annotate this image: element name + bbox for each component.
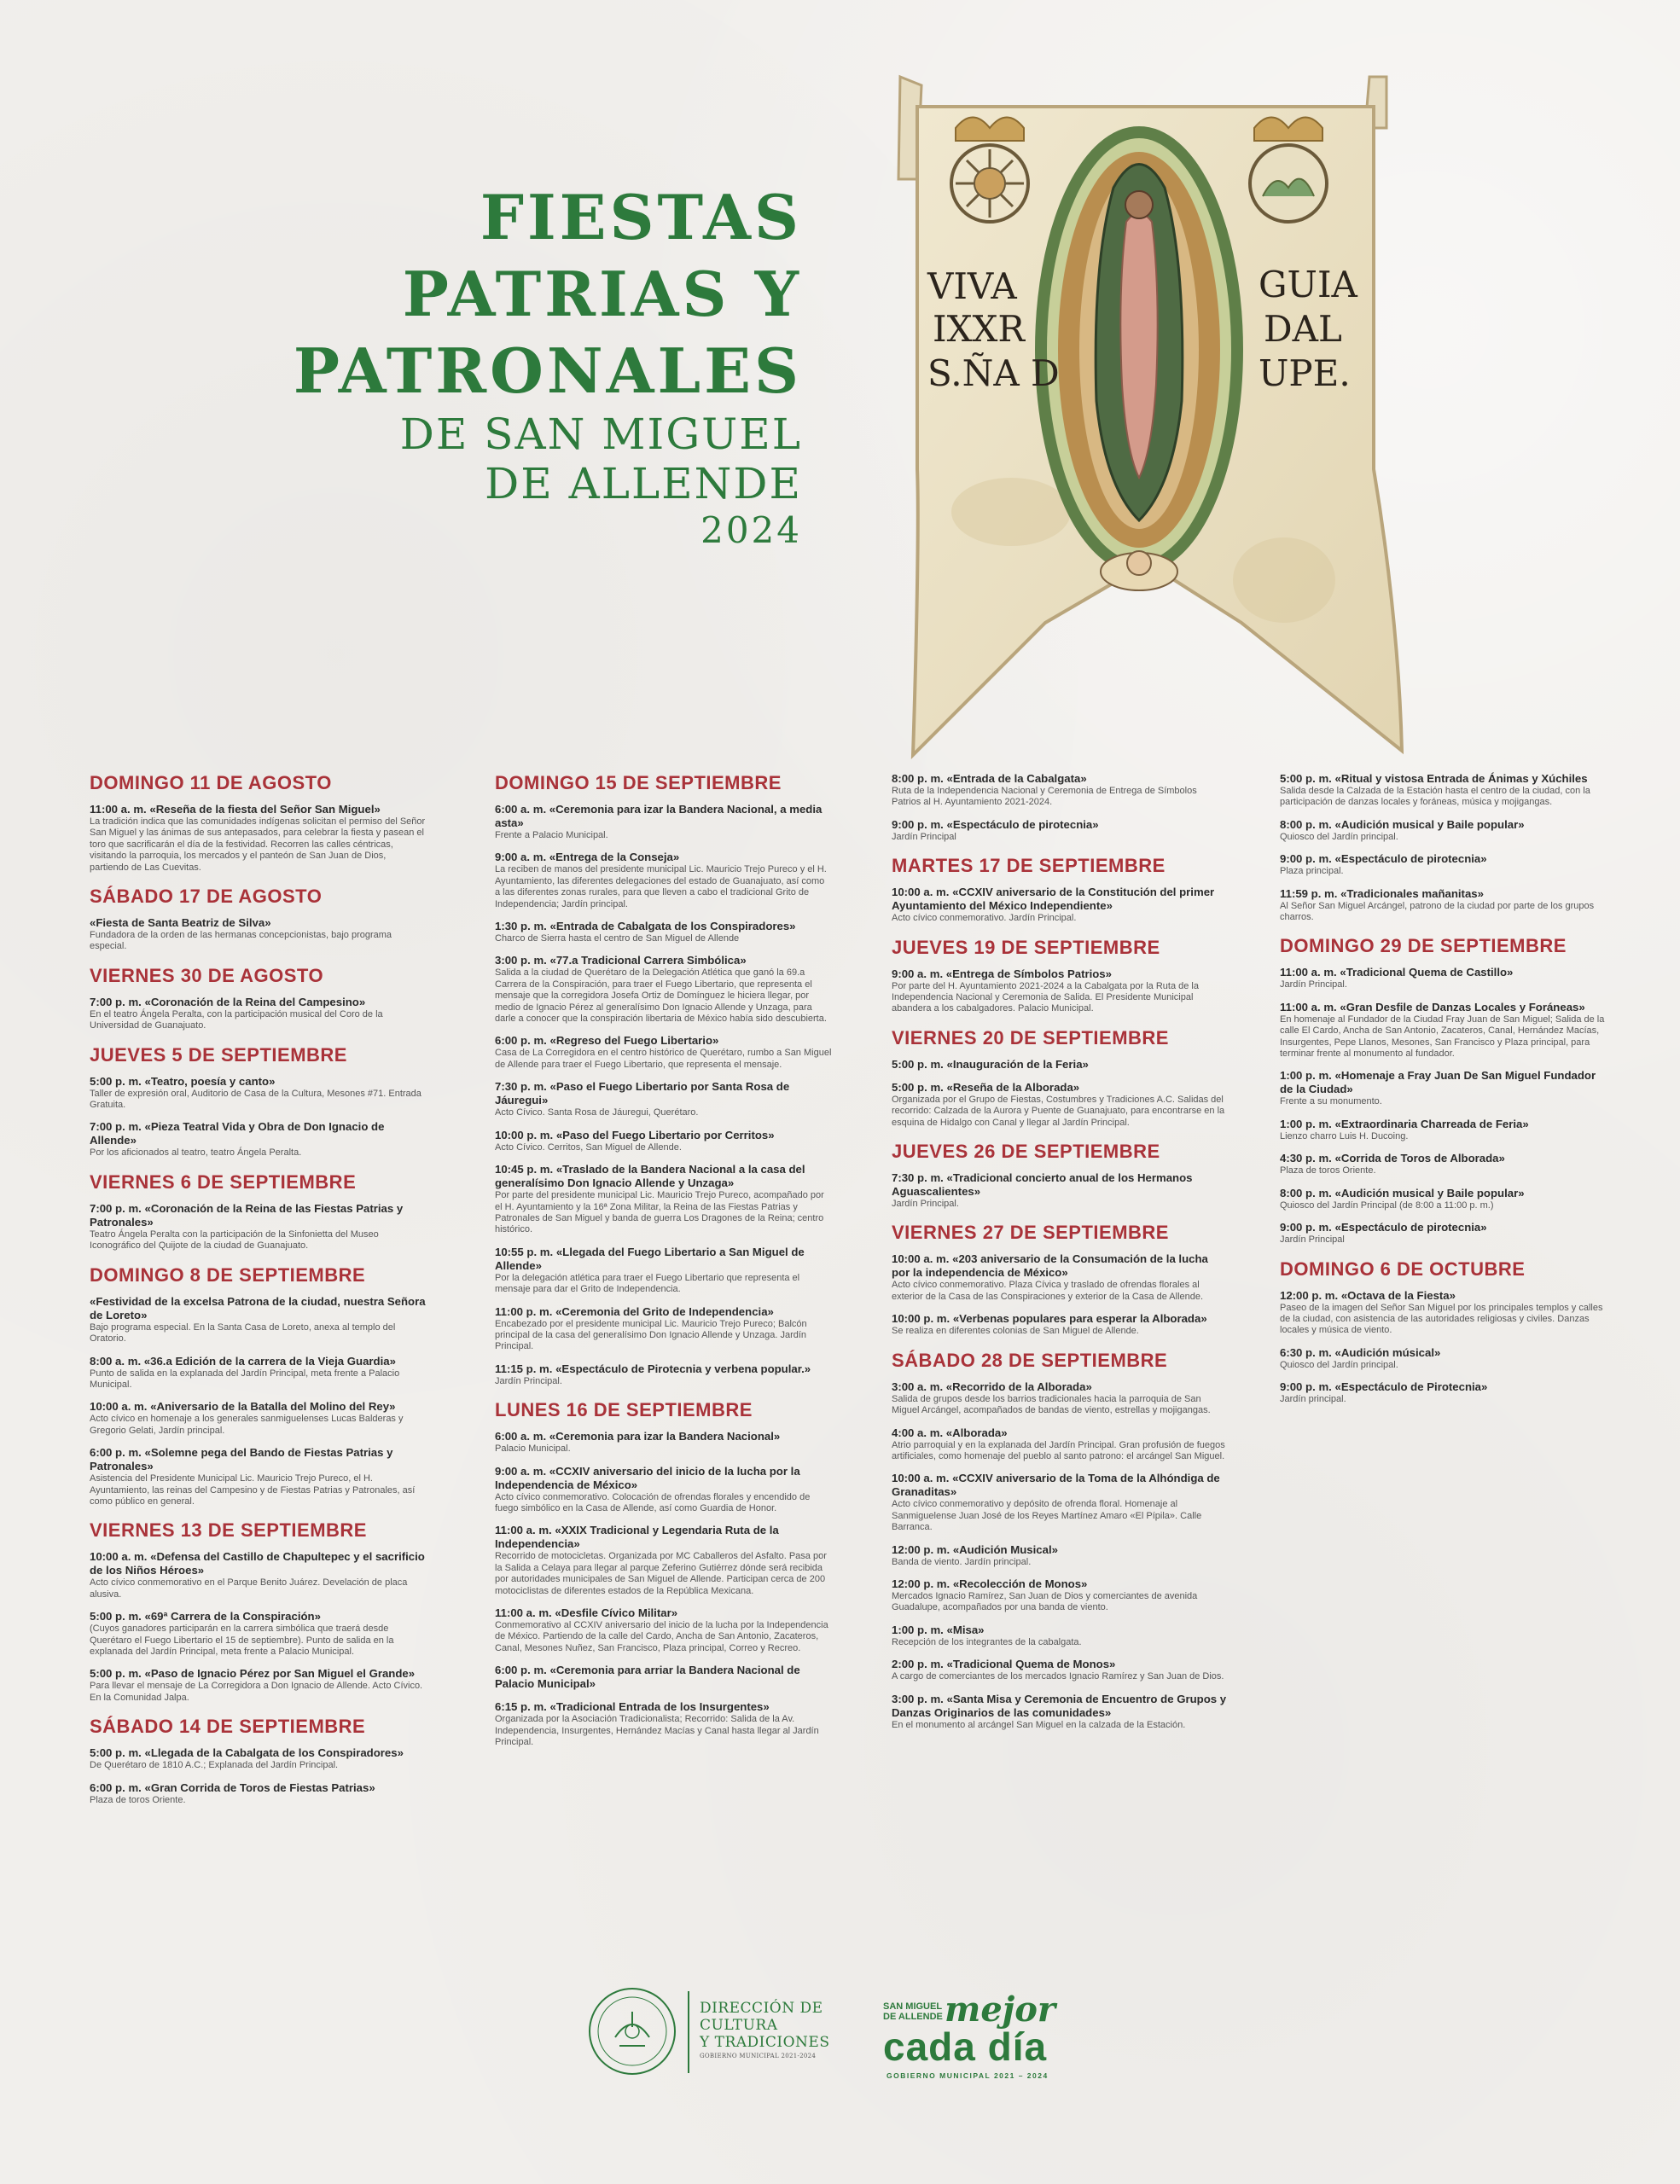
event-description: Acto Cívico. Cerritos, San Miguel de Allende.: [495, 1141, 682, 1153]
event-item: [495, 1246, 832, 1296]
event-title: 10:00 a. m. «Defensa del Castillo de Chapultepec y el sacrificio de los Niños Héroes»: [90, 1550, 425, 1577]
event-title: 7:00 p. m. «Coronación de la Reina de las Fiestas Patrias y Patronales»: [90, 1201, 404, 1228]
event-description: (Cuyos ganadores participarán en la carrera simbólica que traerá desde Querétaro el Fuego Libertario el 15 de septiembre). Punto de salida en la explanada del Jardín Principal, meta frente a Palacio Municipal.: [90, 1623, 394, 1657]
event-title: 3:00 a. m. «Recorrido de la Alborada»: [892, 1380, 1092, 1393]
event-item: [495, 1524, 832, 1597]
event-item: [892, 1472, 1229, 1533]
event-item: [495, 954, 832, 1025]
event-title: 10:55 p. m. «Llegada del Fuego Libertario a San Miguel de Allende»: [495, 1245, 805, 1272]
event-item: [495, 1465, 832, 1515]
event-item: [892, 1543, 1229, 1568]
event-item: [495, 1700, 832, 1748]
subtitle-line-2: DE ALLENDE: [485, 459, 802, 508]
banner-text-left-3: S.ÑA D: [927, 352, 1060, 394]
event-title: 7:00 p. m. «Pieza Teatral Vida y Obra de Don Ignacio de Allende»: [90, 1120, 385, 1147]
event-item: [1280, 887, 1608, 924]
title-line-2: PATRIAS Y: [402, 258, 802, 330]
event-title: 1:00 p. m. «Misa»: [892, 1623, 985, 1636]
event-title: 10:45 p. m. «Traslado de la Bandera Nacional a la casa del generalísimo Don Ignacio Allende y Unzaga»: [495, 1163, 805, 1190]
event-title: 6:00 a. m. «Ceremonia para izar la Bandera Nacional, a media asta»: [495, 803, 823, 829]
event-title: 12:00 p. m. «Recolección de Monos»: [892, 1577, 1088, 1590]
event-title: 5:00 p. m. «Llegada de la Cabalgata de los Conspiradores»: [90, 1746, 404, 1760]
day-heading: VIERNES 30 DE AGOSTO: [90, 964, 324, 986]
event-item: [892, 1623, 1229, 1648]
event-item: [892, 1252, 1229, 1303]
event-item: [892, 967, 1229, 1015]
event-title: 11:15 p. m. «Espectáculo de Pirotecnia y verbena popular.»: [495, 1362, 811, 1375]
event-item: [495, 1664, 832, 1691]
event-item: [1280, 1187, 1608, 1211]
event-item: [892, 1312, 1229, 1337]
event-title: 5:00 p. m. «Paso de Ignacio Pérez por San Miguel el Grande»: [90, 1667, 416, 1681]
title-line-1: FIESTAS: [480, 181, 802, 253]
event-item: [892, 1171, 1229, 1210]
event-description: Fundadora de la orden de las hermanas concepcionistas, bajo programa especial.: [90, 930, 392, 952]
day-heading: DOMINGO 11 DE AGOSTO: [90, 772, 332, 793]
event-description: Organizada por la Asociación Tradicionalista; Recorrido: Salida de la Av. Independencia, Insurgentes, Hernández Macías y Canal hasta llegar al Jardín Principal.: [495, 1714, 819, 1748]
event-title: «Festividad de la excelsa Patrona de la ciudad, nuestra Señora de Loreto»: [90, 1294, 426, 1321]
event-description: Quiosco del Jardín Principal (de 8:00 a 11:00 p. m.): [1280, 1199, 1494, 1211]
banner-text-left-1: VIVA: [927, 265, 1017, 307]
event-item: [90, 1295, 427, 1345]
banner-text-right-3: UPE.: [1259, 352, 1351, 394]
banner-text-left-2: IXXR: [933, 308, 1026, 350]
event-description: Jardín Principal.: [495, 1375, 562, 1386]
event-description: Recorrido de motocicletas. Organizada por MC Caballeros del Asfalto. Pasa por la Salida a Celaya para llegar al parque Zeferino Gutiérrez dónde será recibida por autoridades municipales de San Miguel de Allende. Participan cerca de 200 motociclistas de diferentes estados de la República Mexicana.: [495, 1551, 827, 1596]
event-description: En el teatro Ángela Peralta, con la participación musical del Coro de la Universidad de Guanajuato.: [90, 1008, 383, 1031]
event-title: 5:00 p. m. «69ª Carrera de la Conspiración»: [90, 1610, 321, 1623]
event-item: [1280, 1221, 1608, 1246]
mejor-cada-dia-logo: [883, 1989, 1079, 2082]
event-description: Salida de grupos desde los barrios tradicionales hacia la parroquia de San Miguel Arcángel, acompañados de bandas de viento, estrellas y mojigangas.: [892, 1393, 1211, 1416]
event-description: Paseo de la imagen del Señor San Miguel por los principales templos y calles de la ciudad, con asistencia de las autoridades religiosas y civiles. Danzas locales y música de viento.: [1280, 1302, 1603, 1336]
day-heading: SÁBADO 17 DE AGOSTO: [90, 886, 323, 908]
event-description: Mercados Ignacio Ramírez, San Juan de Dios y comerciantes de avenida Guadalupe, acompañados por una banda de viento.: [892, 1590, 1198, 1613]
event-title: 9:00 p. m. «Espectáculo de pirotecnia»: [1280, 1221, 1487, 1234]
event-title: 10:00 p. m. «Paso del Fuego Libertario por Cerritos»: [495, 1128, 775, 1141]
event-item: [90, 916, 427, 953]
event-description: Bajo programa especial. En la Santa Casa de Loreto, anexa al templo del Oratorio.: [90, 1321, 396, 1345]
event-item: [90, 1355, 427, 1391]
event-item: [1280, 1001, 1608, 1060]
event-item: [1280, 852, 1608, 877]
event-title: 2:00 p. m. «Tradicional Quema de Monos»: [892, 1658, 1116, 1671]
event-description: Plaza de toros Oriente.: [90, 1794, 186, 1805]
event-description: Recepción de los integrantes de la cabalgata.: [892, 1636, 1082, 1647]
event-title: 8:00 p. m. «Audición musical y Baile popular»: [1280, 817, 1525, 831]
event-title: 9:00 p. m. «Espectáculo de pirotecnia»: [1280, 852, 1487, 866]
day-heading: VIERNES 27 DE SEPTIEMBRE: [892, 1222, 1169, 1244]
event-title: 7:30 p. m. «Tradicional concierto anual de los Hermanos Aguascalientes»: [892, 1171, 1193, 1199]
day-heading: JUEVES 5 DE SEPTIEMBRE: [90, 1043, 347, 1066]
subtitle-line-1: DE SAN MIGUEL: [399, 410, 802, 459]
event-description: Acto cívico conmemorativo en el Parque Benito Juárez. Develación de placa alusiva.: [90, 1577, 408, 1600]
cultura-logo: [587, 1986, 834, 2080]
event-item: [892, 1577, 1229, 1614]
event-item: [90, 1120, 427, 1159]
event-title: 11:00 a. m. «XXIX Tradicional y Legendaria Ruta de la Independencia»: [495, 1524, 779, 1551]
event-description: Quiosco del Jardín principal.: [1280, 831, 1398, 842]
event-description: Jardín Principal.: [892, 1199, 959, 1210]
event-title: 11:00 a. m. «Gran Desfile de Danzas Locales y Foráneas»: [1280, 1000, 1585, 1014]
event-item: [90, 1075, 427, 1112]
event-description: Para llevar el mensaje de La Corregidora a Don Ignacio de Allende. Acto Cívico. En la Comunidad Jalpa.: [90, 1681, 423, 1703]
event-title: 6:00 p. m. «Gran Corrida de Toros de Fiestas Patrias»: [90, 1780, 375, 1794]
event-title: 4:00 a. m. «Alborada»: [892, 1426, 1008, 1439]
event-title: 10:00 a. m. «203 aniversario de la Consumación de la lucha por la independencia de México»: [892, 1252, 1208, 1280]
event-item: [495, 920, 832, 944]
event-item: [90, 1610, 427, 1658]
day-heading: SÁBADO 14 DE SEPTIEMBRE: [90, 1716, 366, 1738]
event-description: Banda de viento. Jardín principal.: [892, 1556, 1032, 1567]
event-item: [495, 1129, 832, 1153]
day-heading: JUEVES 26 DE SEPTIEMBRE: [892, 1141, 1160, 1163]
day-heading: LUNES 16 DE SEPTIEMBRE: [495, 1399, 753, 1421]
event-item: [892, 886, 1229, 924]
event-item: [1280, 1069, 1608, 1107]
event-description: De Querétaro de 1810 A.C.; Explanada del Jardín Principal.: [90, 1760, 339, 1771]
event-description: Quiosco del Jardín principal.: [1280, 1359, 1398, 1370]
day-heading: DOMINGO 29 DE SEPTIEMBRE: [1280, 935, 1567, 957]
schedule-column-2: [495, 772, 832, 1757]
event-title: 10:00 a. m. «Aniversario de la Batalla del Molino del Rey»: [90, 1400, 396, 1414]
event-title: 7:00 p. m. «Coronación de la Reina del Campesino»: [90, 995, 366, 1008]
event-item: [495, 1080, 832, 1118]
event-description: En el monumento al arcángel San Miguel en la calzada de la Estación.: [892, 1719, 1186, 1730]
event-description: Frente a Palacio Municipal.: [495, 830, 608, 840]
event-title: 9:00 p. m. «Espectáculo de pirotecnia»: [892, 817, 1099, 831]
event-title: 11:59 p. m. «Tradicionales mañanitas»: [1280, 886, 1484, 900]
event-description: Jardín principal.: [1280, 1394, 1346, 1405]
event-item: [495, 851, 832, 910]
event-description: La tradición indica que las comunidades indígenas solicitan el permiso del Señor San Miguel y las ánimas de sus antepasados, para celebrar la fiesta y pasean el toro que sacrificarán el día de la festividad. Recorren las calles céntricas, visitando la parroquia, los mercados y el panteón de San Juan de Dios, partiendo de Las Cuevitas.: [90, 816, 426, 873]
event-title: 10:00 p. m. «Verbenas populares para esperar la Alborada»: [892, 1312, 1207, 1326]
banner-text-right-2: DAL: [1264, 308, 1342, 350]
event-item: [892, 1058, 1229, 1072]
department-name: [700, 2000, 829, 2061]
footer-divider: [688, 1991, 689, 2073]
brand-city-line-1: SAN MIGUEL: [883, 2001, 943, 2012]
event-item: [90, 1781, 427, 1806]
schedule-column-1: [90, 772, 427, 1815]
title-line-3: PATRONALES: [293, 334, 802, 407]
event-item: [495, 803, 832, 841]
event-description: Acto cívico en homenaje a los generales sanmiguelenses Lucas Balderas y Gregorio Gelati, Jardín principal.: [90, 1414, 404, 1436]
event-item: [1280, 1118, 1608, 1142]
event-description: Organizada por el Grupo de Fiestas, Costumbres y Tradiciones A.C. Salidas del recorrido: Calzada de la Aurora y Puente de Guanajuato, para encontrarse en la esquina de Hidalgo con Canal y llegar al Jardín Principal.: [892, 1094, 1225, 1128]
event-title: 6:00 p. m. «Ceremonia para arriar la Bandera Nacional de Palacio Municipal»: [495, 1664, 800, 1691]
event-description: Conmemorativo al CCXIV aniversario del inicio de la lucha por la Independencia de México. Partiendo de la calle del Cardo, Ancha de San Antonio, Zacateros, Canal, Mesones Nuñez, San Francisco, Plaza principal, Correo y Recreo.: [495, 1620, 828, 1653]
brand-city: [883, 2001, 943, 2022]
event-item: [90, 1446, 427, 1507]
event-item: [1280, 1289, 1608, 1337]
event-item: [90, 1202, 427, 1252]
event-description: Por parte del H. Ayuntamiento 2021-2024 a la Cabalgata por la Ruta de la Independencia Nacional y Ceremonia de Salida. El Presidente Municipal abandera a los cabalgadores. Palacio Municipal.: [892, 980, 1199, 1014]
event-item: [495, 1362, 832, 1387]
event-title: 12:00 p. m. «Audición Musical»: [892, 1542, 1058, 1556]
event-description: A cargo de comerciantes de los mercados Ignacio Ramírez y San Juan de Dios.: [892, 1671, 1224, 1682]
event-item: [892, 1380, 1229, 1417]
event-title: 1:30 p. m. «Entrada de Cabalgata de los Conspiradores»: [495, 920, 796, 933]
event-title: 11:00 a. m. «Desfile Cívico Militar»: [495, 1606, 678, 1619]
event-item: [495, 1430, 832, 1455]
day-heading: DOMINGO 15 DE SEPTIEMBRE: [495, 772, 782, 793]
day-heading: SÁBADO 28 DE SEPTIEMBRE: [892, 1349, 1168, 1371]
day-heading: VIERNES 13 DE SEPTIEMBRE: [90, 1519, 367, 1542]
event-title: 9:00 a. m. «Entrega de la Conseja»: [495, 851, 680, 864]
event-item: [1280, 1152, 1608, 1176]
event-item: [892, 1693, 1229, 1731]
event-title: 8:00 a. m. «36.a Edición de la carrera de la Vieja Guardia»: [90, 1354, 396, 1368]
event-item: [90, 1746, 427, 1771]
event-title: 5:00 p. m. «Ritual y vistosa Entrada de Ánimas y Xúchiles: [1280, 772, 1588, 785]
day-heading: DOMINGO 8 DE SEPTIEMBRE: [90, 1263, 366, 1286]
event-title: 4:30 p. m. «Corrida de Toros de Alborada»: [1280, 1152, 1505, 1165]
event-description: Jardín Principal: [892, 831, 956, 842]
event-title: 5:00 p. m. «Reseña de la Alborada»: [892, 1080, 1080, 1094]
event-description: Taller de expresión oral, Auditorio de Casa de la Cultura, Mesones #71. Entrada Gratuita.: [90, 1088, 421, 1111]
event-item: [892, 1658, 1229, 1682]
event-item: [1280, 772, 1608, 809]
event-item: [892, 818, 1229, 843]
event-item: [892, 772, 1229, 809]
schedule-column-4: [1280, 772, 1608, 1415]
banner-text-right-1: GUIA: [1259, 264, 1357, 305]
event-title: 9:00 p. m. «Espectáculo de Pirotecnia»: [1280, 1380, 1488, 1394]
event-item: [1280, 1380, 1608, 1405]
event-description: Charco de Sierra hasta el centro de San Miguel de Allende: [495, 933, 740, 944]
day-heading: MARTES 17 DE SEPTIEMBRE: [892, 855, 1166, 877]
event-description: En homenaje al Fundador de la Ciudad Fray Juan de San Miguel; Salida de la calle El Cardo, Ancha de San Antonio, Zacateros, Canal, Hernández Macías, Insurgentes, Pepe Llanos, Mesones, San Francisco y Plaza principal, para terminar frente al monumento al fundador.: [1280, 1014, 1605, 1060]
event-item: [90, 1667, 427, 1704]
municipal-seal-icon: [587, 1986, 677, 2077]
event-title: 6:00 p. m. «Solemne pega del Bando de Fiestas Patrias y Patronales»: [90, 1446, 393, 1473]
event-item: [1280, 1346, 1608, 1371]
brand-main: cada día: [883, 2024, 1048, 2069]
guadalupe-banner-image: [883, 68, 1404, 759]
event-description: Punto de salida en la explanada del Jardín Principal, meta frente a Palacio Municipal.: [90, 1368, 400, 1390]
day-heading: JUEVES 19 DE SEPTIEMBRE: [892, 936, 1160, 958]
event-description: Salida a la ciudad de Querétaro de la Delegación Atlética que ganó la 69.a Carrera de la Conspiración, para traer el Fuego Libertario, que representa el mensaje que la corregidora Josefa Ortiz de Domínguez le hiciera llegar, por medio de Ignacio Pérez al generalísimo Don Ignacio Allende y Unzaga, para darle a conocer que la conspiración libertaria de México había sido descubierta.: [495, 967, 827, 1025]
event-description: Palacio Municipal.: [495, 1443, 571, 1455]
day-heading: VIERNES 6 DE SEPTIEMBRE: [90, 1170, 357, 1193]
event-description: Al Señor San Miguel Arcángel, patrono de la ciudad por parte de los grupos charros.: [1280, 900, 1595, 923]
event-description: Frente a su monumento.: [1280, 1096, 1382, 1107]
event-description: Acto Cívico. Santa Rosa de Jáuregui, Querétaro.: [495, 1107, 699, 1118]
schedule-column-3: [892, 772, 1229, 1740]
event-description: Asistencia del Presidente Municipal Lic. Mauricio Trejo Pureco, el H. Ayuntamiento, las reinas del Campesino y de Fiestas Patrias y Patronales, así como público en general.: [90, 1473, 416, 1507]
event-title: 10:00 a. m. «CCXIV aniversario de la Toma de la Alhóndiga de Granaditas»: [892, 1472, 1220, 1499]
event-title: 5:00 p. m. «Teatro, poesía y canto»: [90, 1074, 276, 1088]
event-item: [892, 1426, 1229, 1463]
event-description: Plaza principal.: [1280, 866, 1344, 877]
brand-gov: GOBIERNO MUNICIPAL 2021 – 2024: [887, 2071, 1049, 2080]
event-title: 5:00 p. m. «Inauguración de la Feria»: [892, 1057, 1089, 1071]
event-title: 6:00 a. m. «Ceremonia para izar la Bandera Nacional»: [495, 1430, 781, 1443]
event-description: Atrio parroquial y en la explanada del Jardín Principal. Gran profusión de fuegos artificiales, como homenaje del pueblo al santo patrono: el arcángel San Miguel.: [892, 1439, 1225, 1461]
event-title: 9:00 a. m. «Entrega de Símbolos Patrios»: [892, 967, 1112, 980]
event-item: [90, 1550, 427, 1600]
event-item: [1280, 818, 1608, 843]
poster-year: 2024: [700, 509, 802, 551]
event-description: Por los aficionados al teatro, teatro Ángela Peralta.: [90, 1147, 302, 1159]
dept-gov-line: GOBIERNO MUNICIPAL 2021-2024: [700, 2053, 817, 2059]
event-description: Jardín Principal.: [1280, 979, 1347, 990]
event-description: Salida desde la Calzada de la Estación hasta el centro de la ciudad, con la participación de danzas locales y foráneas, música y mojigangas.: [1280, 786, 1590, 808]
event-title: 3:00 p. m. «Santa Misa y Ceremonia de Encuentro de Grupos y Danzas Originarios de las comunidades»: [892, 1692, 1227, 1719]
event-item: [90, 1400, 427, 1437]
event-description: Se realiza en diferentes colonias de San Miguel de Allende.: [892, 1326, 1139, 1337]
event-description: Por parte del presidente municipal Lic. Mauricio Trejo Pureco, acompañado por el H. Ayuntamiento y la 16ª Zona Militar, la Reina de las Fiestas Patrias y Patronales de San Miguel y banda de guerra Los Dragones de la Reina; centro histórico.: [495, 1190, 824, 1235]
day-heading: VIERNES 20 DE SEPTIEMBRE: [892, 1026, 1169, 1048]
event-title: 9:00 a. m. «CCXIV aniversario del inicio de la lucha por la Independencia de México»: [495, 1464, 800, 1491]
event-title: 11:00 a. m. «Tradicional Quema de Castillo»: [1280, 966, 1514, 979]
dept-line-2: CULTURA: [700, 2017, 778, 2034]
event-description: Acto cívico conmemorativo. Jardín Principal.: [892, 913, 1077, 924]
event-title: «Fiesta de Santa Beatriz de Silva»: [90, 916, 271, 930]
event-description: Jardín Principal: [1280, 1234, 1345, 1246]
event-title: 12:00 p. m. «Octava de la Fiesta»: [1280, 1288, 1456, 1302]
event-description: Plaza de toros Oriente.: [1280, 1165, 1376, 1176]
brand-script: mejor: [945, 1989, 1055, 2030]
event-title: 3:00 p. m. «77.a Tradicional Carrera Simbólica»: [495, 954, 747, 967]
event-title: 1:00 p. m. «Extraordinaria Charreada de Feria»: [1280, 1117, 1529, 1130]
event-title: 7:30 p. m. «Paso el Fuego Libertario por Santa Rosa de Jáuregui»: [495, 1080, 790, 1107]
dept-line-3: Y TRADICIONES: [700, 2034, 830, 2051]
day-heading: DOMINGO 6 DE OCTUBRE: [1280, 1258, 1526, 1280]
event-title: 11:00 a. m. «Reseña de la fiesta del Señor San Miguel»: [90, 803, 381, 816]
event-item: [495, 1034, 832, 1071]
event-description: Encabezado por el presidente municipal Lic. Mauricio Trejo Pureco; Balcón principal de la casa del generalísimo Don Ignacio Allende y Unzaga. Jardín Principal.: [495, 1318, 807, 1352]
event-title: 6:30 p. m. «Audición músical»: [1280, 1345, 1441, 1359]
event-description: La reciben de manos del presidente municipal Lic. Mauricio Trejo Pureco y el H. Ayuntamiento, las diferentes delegaciones del estado de Guanajuato, así como a las diferentes zonas rurales, para que lleven a cabo el tradicional Grito de Independencia; Jardín principal.: [495, 864, 827, 909]
event-description: Lienzo charro Luis H. Ducoing.: [1280, 1130, 1409, 1141]
brand-city-line-2: DE ALLENDE: [883, 2012, 943, 2022]
event-description: Ruta de la Independencia Nacional y Ceremonia de Entrega de Símbolos Patrios al H. Ayuntamiento 2021-2024.: [892, 786, 1197, 808]
event-title: 1:00 p. m. «Homenaje a Fray Juan De San Miguel Fundador de la Ciudad»: [1280, 1069, 1596, 1096]
event-item: [495, 1305, 832, 1353]
event-description: Acto cívico conmemorativo y depósito de ofrenda floral. Homenaje al Sanmiguelense Juan José de los Reyes Martínez Amaro «El Pípila». Calle Barranca.: [892, 1499, 1202, 1533]
event-title: 6:15 p. m. «Tradicional Entrada de los Insurgentes»: [495, 1700, 770, 1714]
event-description: Por la delegación atlética para traer el Fuego Libertario que representa el mensaje para dar el Grito de Independencia.: [495, 1272, 800, 1295]
event-item: [892, 1081, 1229, 1129]
event-description: Casa de La Corregidora en el centro histórico de Querétaro, rumbo a San Miguel de Allende para traer el Fuego Libertario, que representa el mensaje.: [495, 1048, 832, 1070]
event-item: [495, 1606, 832, 1654]
event-description: Acto cívico conmemorativo. Colocación de ofrendas florales y encendido de fuego simbólico en la Casa de Allende, así como Guardia de Honor.: [495, 1491, 811, 1513]
event-title: 8:00 p. m. «Entrada de la Cabalgata»: [892, 772, 1087, 785]
event-title: 8:00 p. m. «Audición musical y Baile popular»: [1280, 1186, 1525, 1199]
event-description: Acto cívico conmemorativo. Plaza Cívica y traslado de ofrendas florales al exterior de la Casa de las Conspiraciones y exterior de la Casa de Allende.: [892, 1280, 1204, 1302]
event-title: 11:00 p. m. «Ceremonia del Grito de Independencia»: [495, 1304, 774, 1318]
event-title: 6:00 p. m. «Regreso del Fuego Libertario»: [495, 1034, 719, 1048]
event-item: [1280, 966, 1608, 990]
event-item: [90, 803, 427, 874]
event-description: Teatro Ángela Peralta con la participación de la Sinfonietta del Museo Iconográfico del Quijote de la ciudad de Guanajuato.: [90, 1228, 379, 1252]
poster-title: [128, 179, 802, 553]
event-item: [90, 996, 427, 1032]
event-title: 10:00 a. m. «CCXIV aniversario de la Constitución del primer Ayuntamiento del México Independiente»: [892, 886, 1215, 913]
event-item: [495, 1163, 832, 1236]
dept-line-1: DIRECCIÓN DE: [700, 2000, 823, 2017]
